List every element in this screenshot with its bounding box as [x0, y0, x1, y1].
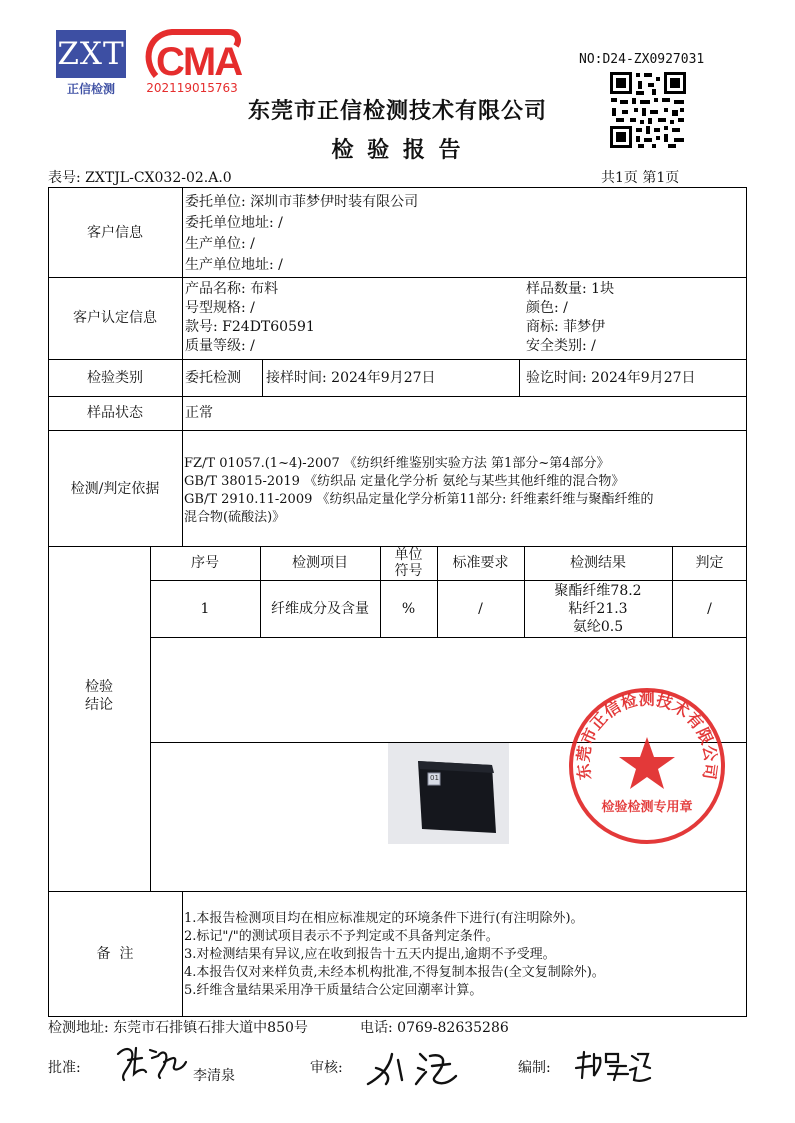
table-bottom-border [48, 1016, 747, 1017]
customer-line: 委托单位地址: / [185, 215, 283, 231]
row-divider [150, 637, 747, 638]
basis-line: GB/T 2910.11-2009 《纺织品定量化学分析第11部分: 纤维素纤维与聚酯纤维的 [184, 492, 654, 507]
lab-phone: 电话: 0769-82635286 [360, 1020, 509, 1036]
company-name: 东莞市正信检测技术有限公司 [247, 98, 547, 124]
basis-line: FZ/T 01057.(1~4)-2007 《纺织纤维鉴别实验方法 第1部分~第4部分》 [184, 456, 610, 471]
row-divider [150, 580, 747, 581]
row-result-line: 聚酯纤维78.2 [554, 583, 642, 599]
svg-text:检验检测专用章: 检验检测专用章 [601, 800, 693, 815]
row-item: 纤维成分及含量 [271, 601, 369, 617]
row-requirement: / [478, 601, 483, 617]
sample-info-label: 客户认定信息 [73, 310, 157, 326]
row-divider [48, 891, 747, 892]
inspection-type-value: 委托检测 [185, 370, 241, 386]
label-column-divider [182, 187, 183, 546]
row-divider [48, 430, 747, 431]
sample-state-label: 样品状态 [87, 405, 143, 421]
header-judgement: 判定 [695, 555, 724, 571]
row-divider [48, 396, 747, 397]
sample-state-value: 正常 [185, 405, 213, 421]
report-title: 检 验 报 告 [331, 137, 464, 163]
lab-address: 检测地址: 东莞市石排镇石排大道中850号 [48, 1020, 308, 1036]
svg-text:CMA: CMA [156, 40, 242, 82]
zxt-logo-subtext: 正信检测 [66, 82, 115, 96]
remark-line: 4.本报告仅对来样负责,未经本机构批准,不得复制本报告(全文复制除外)。 [184, 965, 605, 980]
header-item: 检测项目 [292, 555, 348, 571]
fabric-swatch [388, 743, 509, 844]
inspection-seal [566, 685, 728, 847]
header-result: 检测结果 [570, 555, 626, 571]
sample-info-right: 样品数量: 1块 [526, 281, 615, 297]
table-top-border [48, 187, 747, 188]
row-seq: 1 [200, 601, 210, 617]
basis-line: 混合物(硫酸法)》 [184, 510, 286, 525]
header-unit: 符号 [394, 563, 423, 579]
row-result-line: 粘纤21.3 [568, 601, 628, 617]
cma-number: 202119015763 [146, 81, 238, 95]
form-number: 表号: ZXTJL-CX032-02.A.0 [48, 170, 232, 186]
reviewer-signature [362, 1046, 462, 1090]
svg-text:东莞市正信检测技术有限公司: 东莞市正信检测技术有限公司 [573, 689, 721, 782]
label-column-divider [182, 891, 183, 1016]
report-number: NO:D24-ZX0927031 [579, 52, 705, 67]
sample-info-left: 款号: F24DT60591 [185, 319, 315, 335]
row-divider [48, 277, 747, 278]
customer-line: 生产单位: / [185, 236, 255, 252]
cell-divider [262, 359, 263, 396]
sample-info-left: 号型规格: / [185, 300, 255, 316]
compile-label: 编制: [518, 1060, 551, 1076]
cell-divider [519, 359, 520, 396]
row-divider [48, 359, 747, 360]
header-seq: 序号 [191, 555, 219, 571]
header-unit: 单位 [394, 547, 423, 563]
sample-photo [388, 743, 509, 844]
row-judgement: / [707, 601, 712, 617]
approver-signature [112, 1040, 192, 1086]
sample-info-right: 颜色: / [526, 300, 568, 316]
conclusion-label: 检验 [85, 679, 113, 695]
inspection-completed-time: 验讫时间: 2024年9月27日 [526, 370, 696, 386]
customer-info-label: 客户信息 [87, 225, 143, 241]
row-unit: % [401, 601, 416, 617]
inspection-type-label: 检验类别 [87, 370, 143, 386]
sample-tag: 01 [430, 774, 439, 782]
sample-info-left: 质量等级: / [185, 338, 255, 354]
remark-line: 1.本报告检测项目均在相应标准规定的环境条件下进行(有注明除外)。 [184, 911, 584, 926]
page-info: 共1页 第1页 [601, 170, 680, 186]
zxt-logo-text: ZXT [57, 36, 125, 72]
customer-line: 委托单位: 深圳市菲梦伊时装有限公司 [185, 194, 419, 210]
remark-line: 5.纤维含量结果采用净干质量结合公定回潮率计算。 [184, 983, 483, 998]
sample-info-right: 安全类别: / [526, 338, 596, 354]
review-label: 审核: [310, 1060, 343, 1076]
conclusion-label: 结论 [85, 697, 113, 713]
basis-line: GB/T 38015-2019 《纺织品 定量化学分析 氨纶与某些其他纤维的混合物》 [184, 474, 625, 489]
approver-name: 李清泉 [193, 1068, 235, 1084]
remark-line: 2.标记"/"的测试项目表示不予判定或不具备判定条件。 [184, 929, 499, 944]
compiler-signature [572, 1046, 654, 1088]
approve-label: 批准: [48, 1060, 81, 1076]
customer-line: 生产单位地址: / [185, 257, 283, 273]
remarks-label: 备 注 [96, 946, 134, 962]
remark-line: 3.对检测结果有异议,应在收到报告十五天内提出,逾期不予受理。 [184, 947, 556, 962]
header-requirement: 标准要求 [452, 555, 509, 571]
sample-received-time: 接样时间: 2024年9月27日 [266, 370, 436, 386]
conclusion-column-divider [150, 546, 151, 891]
sample-info-right: 商标: 菲梦伊 [526, 319, 606, 335]
row-result-line: 氨纶0.5 [572, 619, 624, 635]
basis-label: 检测/判定依据 [70, 481, 160, 497]
sample-info-left: 产品名称: 布料 [185, 281, 279, 297]
